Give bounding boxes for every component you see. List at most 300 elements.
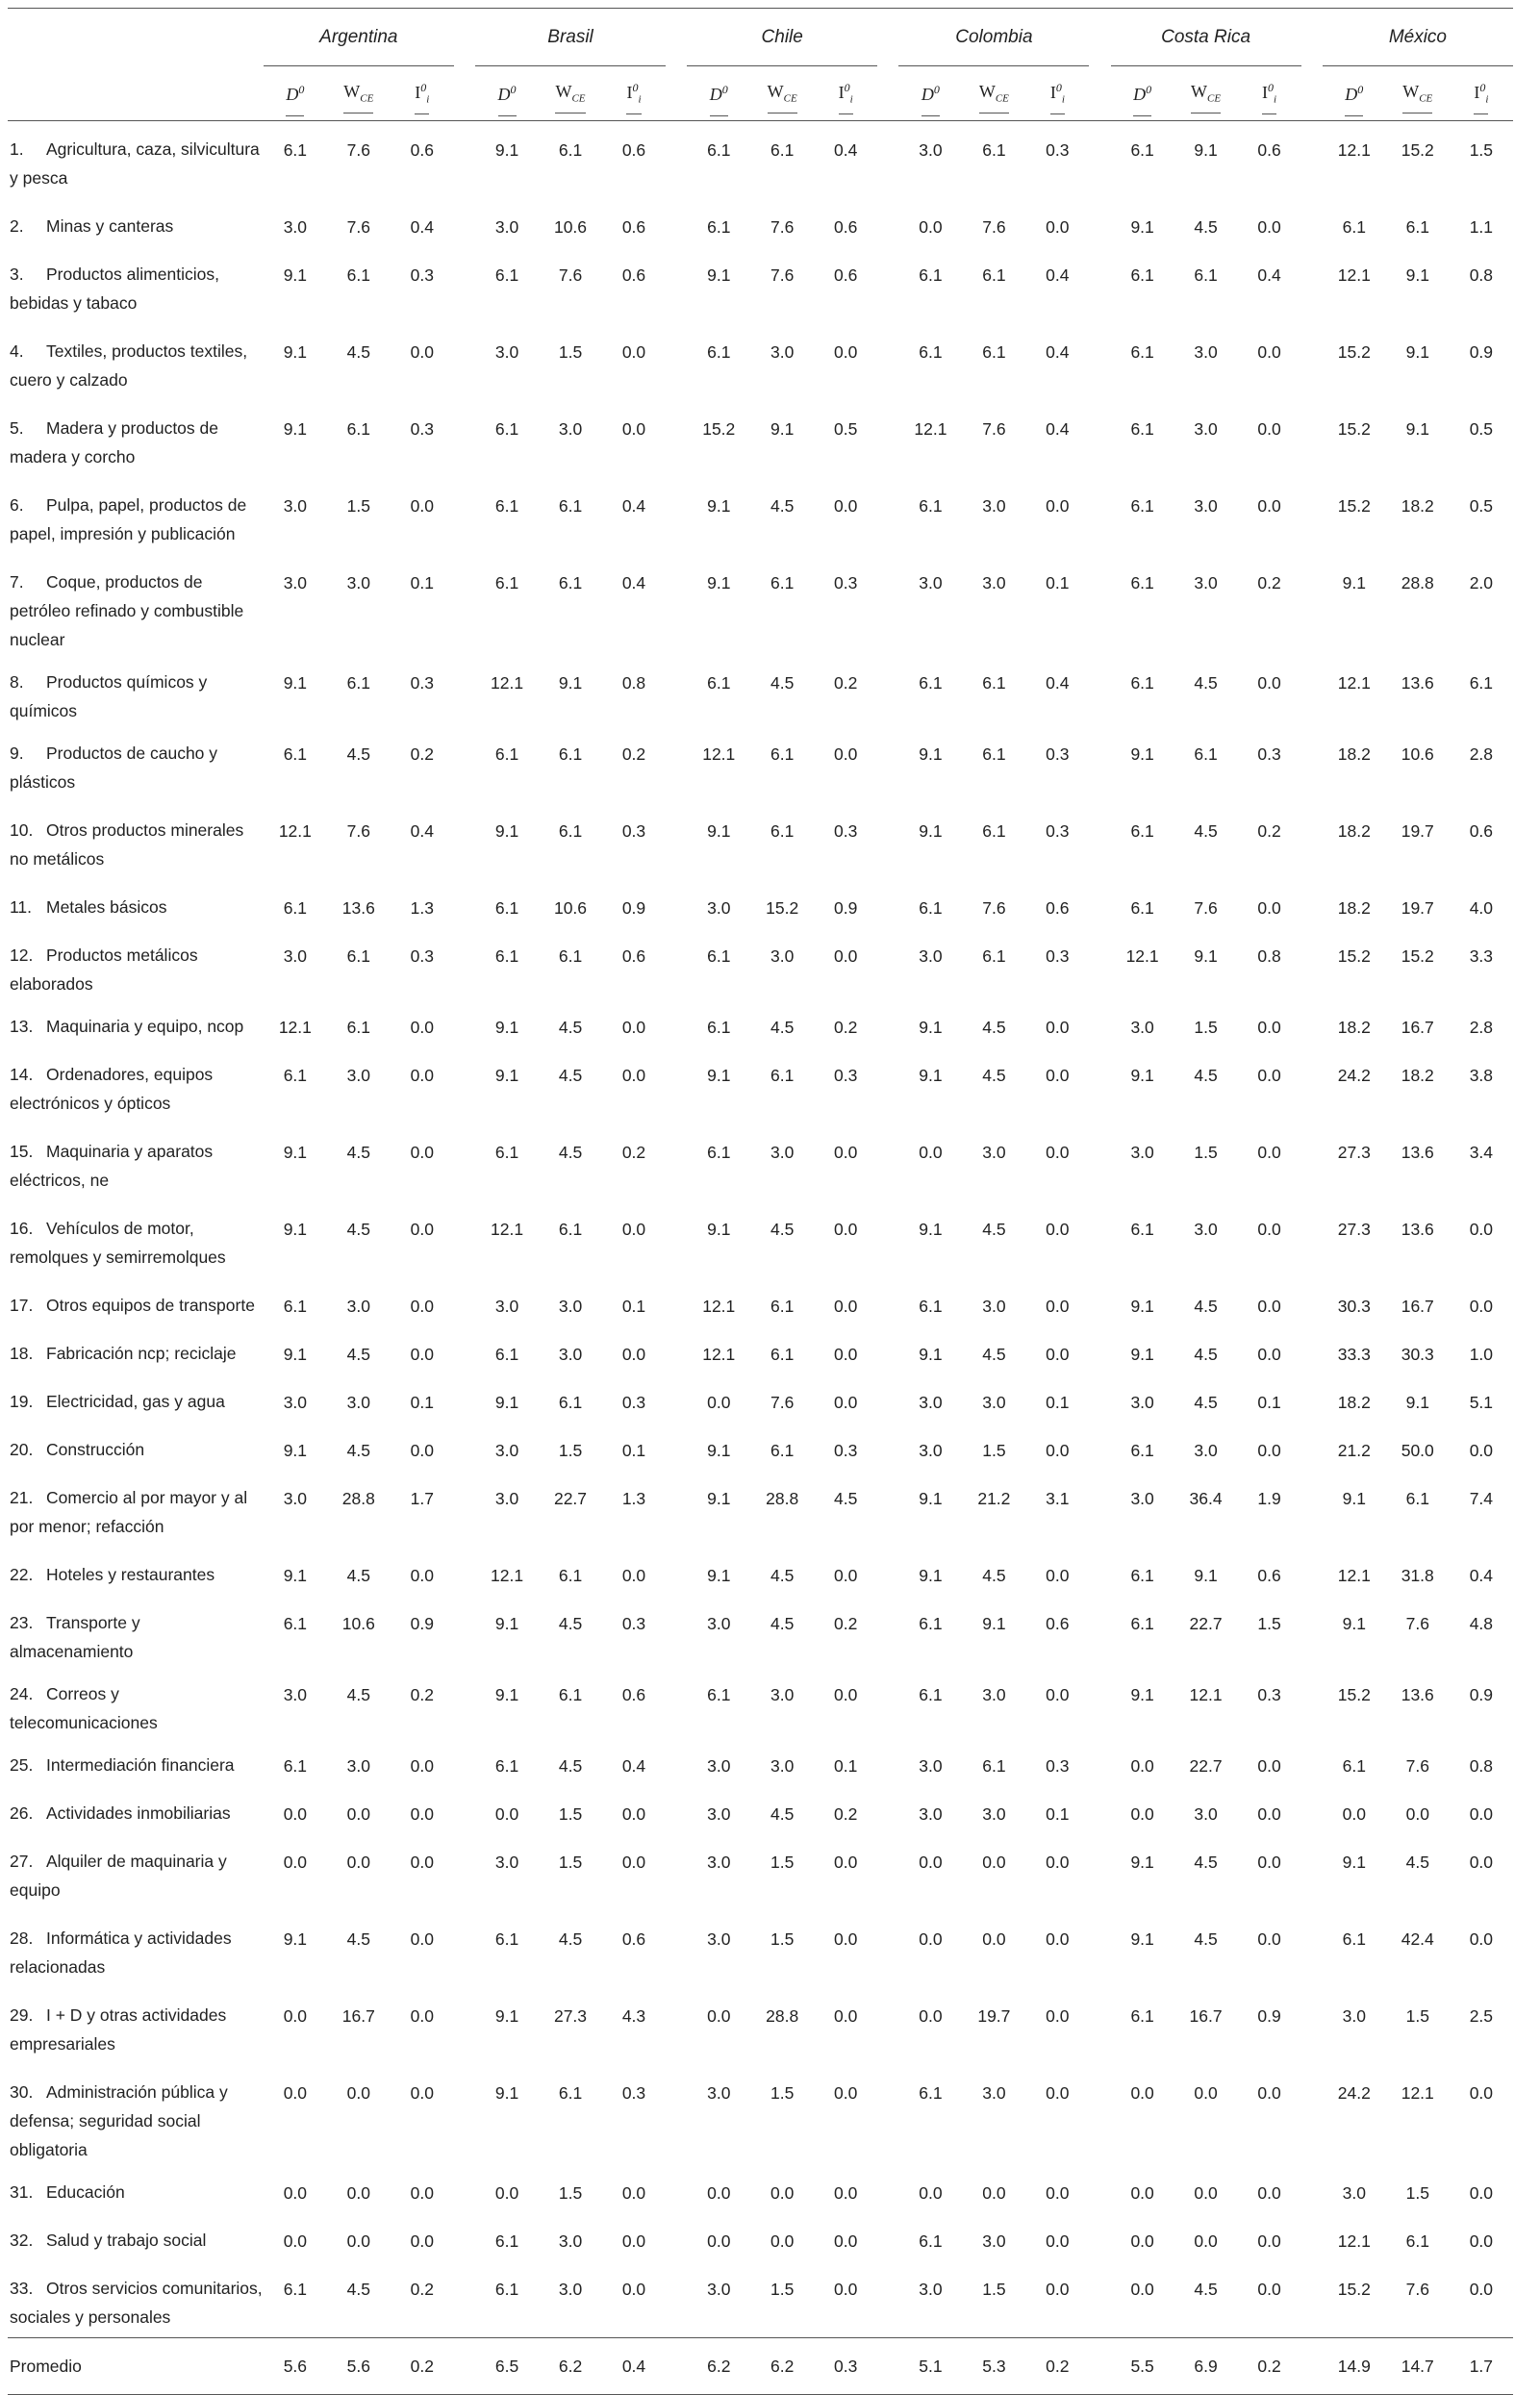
gap-cell — [666, 1737, 687, 1785]
value-cell: 15.2 — [1337, 342, 1371, 362]
sector-name: Productos alimenticios, bebidas y tabaco — [10, 265, 219, 313]
table-row — [8, 246, 1513, 323]
value-cell: 12.1 — [491, 673, 524, 693]
measure-d-superscript: 0 — [298, 82, 305, 96]
value-cell: 9.1 — [494, 2083, 519, 2103]
average-value-cell: 6.9 — [1194, 2356, 1218, 2376]
value-cell: 18.2 — [1337, 1018, 1371, 1037]
value-cell: 1.5 — [1194, 1018, 1218, 1037]
value-cell: 0.0 — [410, 342, 434, 362]
value-cell: 0.0 — [621, 2280, 646, 2299]
sector-number: 23. — [10, 1613, 34, 1632]
value-cell: 0.1 — [410, 1393, 434, 1412]
gap-cell — [666, 2164, 687, 2212]
value-cell: 0.4 — [1257, 265, 1281, 285]
value-cell: 12.1 — [702, 744, 736, 764]
value-cell: 0.0 — [1046, 2006, 1070, 2026]
value-cell: 0.8 — [1469, 265, 1494, 285]
measure-i-subscript: i — [849, 93, 853, 106]
gap-cell — [877, 998, 898, 1046]
value-cell: 6.1 — [283, 2280, 308, 2299]
value-cell: 4.5 — [346, 1220, 370, 1239]
value-cell: 0.1 — [834, 1756, 858, 1776]
table-row — [8, 121, 1513, 199]
value-cell: 9.1 — [1194, 1566, 1218, 1585]
value-cell: 4.5 — [1194, 821, 1218, 841]
value-cell: 3.0 — [558, 2280, 583, 2299]
value-cell: 28.8 — [766, 2006, 799, 2026]
gap-cell — [454, 246, 475, 323]
gap-cell — [877, 2064, 898, 2164]
value-cell: 1.5 — [558, 1441, 583, 1460]
sector-number: 26. — [10, 1803, 34, 1823]
value-cell: 3.0 — [558, 1297, 583, 1316]
value-cell: 0.4 — [621, 573, 646, 592]
value-cell: 0.0 — [410, 2006, 434, 2026]
gap-cell — [666, 1277, 687, 1325]
gap-cell — [454, 1595, 475, 1666]
measure-header-w-text — [1191, 68, 1221, 113]
measure-d-symbol: D — [921, 84, 934, 104]
measure-header-d-text — [1133, 71, 1151, 116]
value-cell: 9.1 — [1342, 1614, 1366, 1633]
gap-cell — [666, 1666, 687, 1737]
table-row — [8, 323, 1513, 400]
value-cell: 0.0 — [1257, 1756, 1281, 1776]
sector-name: Alquiler de maquinaria y equipo — [10, 1852, 227, 1900]
value-cell: 6.1 — [558, 1220, 583, 1239]
value-cell: 3.0 — [283, 217, 308, 237]
gap-cell — [877, 1910, 898, 1987]
value-cell: 3.0 — [1130, 1393, 1154, 1412]
sector-label — [8, 725, 264, 802]
value-cell: 1.5 — [770, 2083, 795, 2103]
sector-label — [8, 323, 264, 400]
gap-cell — [454, 1046, 475, 1123]
value-cell: 3.0 — [558, 2231, 583, 2251]
measure-d-superscript: 0 — [721, 82, 728, 96]
value-cell: 6.1 — [1194, 265, 1218, 285]
value-cell: 3.0 — [770, 1143, 795, 1162]
table-row — [8, 1046, 1513, 1123]
table-row — [8, 1833, 1513, 1910]
value-cell: 18.2 — [1401, 496, 1434, 516]
measure-header-w — [1386, 66, 1450, 121]
gap-cell — [1089, 2212, 1110, 2260]
value-cell: 0.0 — [707, 2006, 731, 2026]
value-cell: 3.0 — [919, 2280, 943, 2299]
value-cell: 6.1 — [770, 744, 795, 764]
sector-name: Administración pública y defensa; seguridad social obligatoria — [10, 2082, 228, 2159]
value-cell: 0.8 — [1257, 946, 1281, 966]
value-cell: 16.7 — [1189, 2006, 1223, 2026]
value-cell: 0.0 — [1046, 217, 1070, 237]
value-cell: 6.1 — [283, 898, 308, 918]
average-value-cell: 1.7 — [1469, 2356, 1494, 2376]
value-cell: 0.0 — [410, 2183, 434, 2203]
value-cell: 4.5 — [982, 1345, 1006, 1364]
value-cell: 6.1 — [558, 1393, 583, 1412]
gap-cell — [1089, 879, 1110, 927]
value-cell: 0.0 — [1469, 2231, 1494, 2251]
value-cell: 0.3 — [1257, 1685, 1281, 1704]
value-cell: 6.1 — [919, 898, 943, 918]
gap-cell — [666, 1200, 687, 1277]
gap-cell — [454, 1785, 475, 1833]
value-cell: 0.6 — [834, 265, 858, 285]
value-cell: 7.4 — [1469, 1489, 1494, 1508]
value-cell: 0.0 — [1046, 1853, 1070, 1872]
sector-number: 8. — [10, 672, 24, 692]
gap-cell — [454, 9, 475, 67]
value-cell: 12.1 — [1125, 946, 1159, 966]
table-row — [8, 1737, 1513, 1785]
table-row — [8, 554, 1513, 654]
value-cell: 0.4 — [621, 496, 646, 516]
value-cell: 9.1 — [707, 1441, 731, 1460]
gap-cell — [454, 477, 475, 554]
value-cell: 0.0 — [919, 2183, 943, 2203]
value-cell: 19.7 — [1401, 898, 1434, 918]
value-cell: 15.2 — [1337, 496, 1371, 516]
measure-header-w — [1174, 66, 1238, 121]
gap-cell — [666, 1910, 687, 1987]
value-cell: 27.3 — [1337, 1143, 1371, 1162]
value-cell: 7.6 — [770, 1393, 795, 1412]
table-row — [8, 927, 1513, 998]
value-cell: 0.0 — [410, 1566, 434, 1585]
value-cell: 0.0 — [346, 1853, 370, 1872]
sector-label — [8, 477, 264, 554]
gap-cell — [454, 1422, 475, 1470]
measure-w-subscript: CE — [571, 92, 586, 105]
value-cell: 3.0 — [346, 1393, 370, 1412]
value-cell: 18.2 — [1337, 744, 1371, 764]
value-cell: 0.2 — [834, 673, 858, 693]
value-cell: 13.6 — [1401, 1143, 1434, 1162]
value-cell: 0.4 — [410, 217, 434, 237]
gap-cell — [454, 323, 475, 400]
value-cell: 6.1 — [770, 1066, 795, 1085]
value-cell: 3.0 — [1194, 342, 1218, 362]
value-cell: 7.6 — [346, 217, 370, 237]
gap-cell — [877, 2260, 898, 2338]
value-cell: 0.0 — [770, 2183, 795, 2203]
value-cell: 3.0 — [558, 1345, 583, 1364]
value-cell: 6.1 — [558, 573, 583, 592]
value-cell: 6.1 — [1405, 2231, 1429, 2251]
value-cell: 9.1 — [494, 1685, 519, 1704]
value-cell: 0.2 — [1257, 821, 1281, 841]
table-row — [8, 400, 1513, 477]
value-cell: 0.3 — [1257, 744, 1281, 764]
measure-header-row — [8, 66, 1513, 121]
sector-name: Transporte y almacenamiento — [10, 1613, 140, 1661]
measure-d-symbol: D — [709, 84, 722, 104]
sector-label — [8, 1785, 264, 1833]
value-cell: 0.4 — [1046, 265, 1070, 285]
value-cell: 9.1 — [283, 265, 308, 285]
value-cell: 0.0 — [1257, 1220, 1281, 1239]
average-value-cell: 5.6 — [283, 2356, 308, 2376]
value-cell: 3.0 — [1342, 2183, 1366, 2203]
value-cell: 9.1 — [982, 1614, 1006, 1633]
value-cell: 0.2 — [621, 1143, 646, 1162]
gap-cell — [1089, 1046, 1110, 1123]
sector-label — [8, 1374, 264, 1422]
value-cell: 9.1 — [494, 1018, 519, 1037]
value-cell: 7.6 — [1405, 2280, 1429, 2299]
value-cell: 0.3 — [1046, 140, 1070, 160]
value-cell: 4.5 — [982, 1018, 1006, 1037]
value-cell: 0.6 — [621, 217, 646, 237]
value-cell: 12.1 — [491, 1220, 524, 1239]
value-cell: 0.4 — [1046, 673, 1070, 693]
value-cell: 0.0 — [410, 2231, 434, 2251]
sector-name: Construcción — [46, 1440, 145, 1459]
gap-cell — [877, 1123, 898, 1200]
measure-header-d-text — [498, 71, 517, 116]
gap-cell — [454, 927, 475, 998]
gap-cell — [454, 2064, 475, 2164]
value-cell: 1.5 — [558, 342, 583, 362]
value-cell: 3.0 — [919, 140, 943, 160]
measure-i-superscript: 0 — [1268, 81, 1274, 95]
gap-cell — [877, 1595, 898, 1666]
gap-cell — [1301, 400, 1323, 477]
gap-cell — [877, 1277, 898, 1325]
gap-cell — [1301, 802, 1323, 879]
value-cell: 3.0 — [1194, 419, 1218, 439]
value-cell: 3.0 — [707, 1804, 731, 1824]
measure-header-i — [1450, 66, 1513, 121]
gap-cell — [1301, 1374, 1323, 1422]
table-row — [8, 1910, 1513, 1987]
table-row — [8, 1123, 1513, 1200]
value-cell: 10.6 — [553, 217, 588, 237]
value-cell: 7.6 — [1405, 1614, 1429, 1633]
average-label: Promedio — [10, 2356, 82, 2376]
value-cell: 0.3 — [621, 1614, 646, 1633]
value-cell: 0.0 — [1046, 2231, 1070, 2251]
gap-cell — [877, 9, 898, 67]
value-cell: 0.0 — [1130, 2083, 1154, 2103]
value-cell: 3.0 — [346, 573, 370, 592]
value-cell: 7.6 — [770, 265, 795, 285]
value-cell: 6.1 — [1130, 342, 1154, 362]
value-cell: 1.7 — [410, 1489, 434, 1508]
measure-w-subscript: CE — [995, 92, 1009, 105]
value-cell: 9.1 — [770, 419, 795, 439]
gap-cell — [454, 1547, 475, 1595]
sector-name: Pulpa, papel, productos de papel, impresión y publicación — [10, 495, 247, 543]
value-cell: 42.4 — [1401, 1929, 1434, 1949]
gap-cell — [666, 400, 687, 477]
measure-header-i-text — [626, 69, 641, 114]
value-cell: 3.0 — [558, 419, 583, 439]
value-cell: 0.0 — [621, 1804, 646, 1824]
value-cell: 6.1 — [346, 1018, 370, 1037]
value-cell: 0.0 — [1046, 1297, 1070, 1316]
value-cell: 15.2 — [1337, 946, 1371, 966]
measure-i-subscript: i — [638, 93, 642, 106]
average-row — [8, 2338, 1513, 2395]
value-cell: 2.5 — [1469, 2006, 1494, 2026]
value-cell: 0.0 — [1469, 1220, 1494, 1239]
sector-name: Otros productos minerales no metálicos — [10, 820, 244, 869]
value-cell: 6.1 — [1342, 1929, 1366, 1949]
value-cell: 6.1 — [919, 1685, 943, 1704]
gap-cell — [877, 477, 898, 554]
measure-w-subscript: CE — [1207, 92, 1222, 105]
value-cell: 0.0 — [1130, 1804, 1154, 1824]
value-cell: 6.1 — [1342, 1756, 1366, 1776]
value-cell: 0.0 — [283, 2231, 308, 2251]
gap-cell — [877, 654, 898, 725]
value-cell: 3.0 — [707, 1756, 731, 1776]
value-cell: 6.1 — [558, 744, 583, 764]
value-cell: 12.1 — [1337, 673, 1371, 693]
value-cell: 3.0 — [283, 1393, 308, 1412]
gap-cell — [877, 1422, 898, 1470]
value-cell: 3.0 — [919, 573, 943, 592]
gap-cell — [1089, 1666, 1110, 1737]
measure-i-symbol: I — [1474, 83, 1480, 103]
gap-cell — [666, 1374, 687, 1422]
value-cell: 0.0 — [1046, 1345, 1070, 1364]
average-value-cell: 14.9 — [1337, 2356, 1371, 2376]
value-cell: 1.5 — [982, 1441, 1006, 1460]
gap-cell — [1089, 400, 1110, 477]
measure-w-symbol: W — [1191, 82, 1208, 102]
value-cell: 4.5 — [770, 1220, 795, 1239]
value-cell: 1.5 — [558, 1853, 583, 1872]
value-cell: 0.0 — [1469, 1297, 1494, 1316]
measure-header-d — [475, 66, 539, 121]
value-cell: 0.6 — [1257, 1566, 1281, 1585]
value-cell: 0.3 — [621, 2083, 646, 2103]
value-cell: 0.0 — [834, 744, 858, 764]
value-cell: 31.8 — [1401, 1566, 1434, 1585]
gap-cell — [1301, 998, 1323, 1046]
gap-cell — [666, 2064, 687, 2164]
value-cell: 4.5 — [1194, 1929, 1218, 1949]
value-cell: 6.1 — [919, 265, 943, 285]
sector-label — [8, 1987, 264, 2064]
value-cell: 0.0 — [410, 1220, 434, 1239]
value-cell: 0.0 — [346, 1804, 370, 1824]
value-cell: 3.0 — [346, 1066, 370, 1085]
value-cell: 3.0 — [919, 1441, 943, 1460]
value-cell: 0.1 — [1257, 1393, 1281, 1412]
sector-name: Electricidad, gas y agua — [46, 1392, 225, 1411]
value-cell: 0.0 — [410, 1066, 434, 1085]
gap-cell — [877, 400, 898, 477]
value-cell: 6.1 — [346, 946, 370, 966]
measure-header-i-text — [415, 69, 429, 114]
value-cell: 15.2 — [1401, 946, 1434, 966]
value-cell: 30.3 — [1401, 1345, 1434, 1364]
gap-cell — [666, 1833, 687, 1910]
value-cell: 0.0 — [1405, 1804, 1429, 1824]
value-cell: 1.5 — [1194, 1143, 1218, 1162]
value-cell: 1.3 — [621, 1489, 646, 1508]
gap-cell — [1089, 1833, 1110, 1910]
value-cell: 0.0 — [1342, 1804, 1366, 1824]
sector-number: 13. — [10, 1017, 34, 1036]
value-cell: 9.1 — [1342, 573, 1366, 592]
value-cell: 6.1 — [283, 744, 308, 764]
value-cell: 6.1 — [494, 265, 519, 285]
sector-label — [8, 879, 264, 927]
gap-cell — [877, 554, 898, 654]
table-row — [8, 2164, 1513, 2212]
sector-number: 16. — [10, 1219, 34, 1238]
value-cell: 3.0 — [283, 946, 308, 966]
gap-cell — [877, 246, 898, 323]
gap-cell — [1301, 1547, 1323, 1595]
value-cell: 7.6 — [1405, 1756, 1429, 1776]
value-cell: 3.0 — [283, 573, 308, 592]
value-cell: 6.1 — [1405, 1489, 1429, 1508]
value-cell: 10.6 — [553, 898, 588, 918]
value-cell: 0.0 — [346, 2231, 370, 2251]
value-cell: 0.0 — [621, 342, 646, 362]
gap-cell — [877, 1833, 898, 1910]
value-cell: 12.1 — [278, 1018, 312, 1037]
value-cell: 6.1 — [770, 1297, 795, 1316]
value-cell: 12.1 — [1337, 265, 1371, 285]
value-cell: 6.1 — [919, 496, 943, 516]
measure-i-subscript: i — [1274, 93, 1277, 106]
measure-i-symbol: I — [626, 83, 633, 103]
measure-header-d-text — [710, 71, 728, 116]
sector-label — [8, 2064, 264, 2164]
value-cell: 6.1 — [707, 1143, 731, 1162]
gap-cell — [1089, 2164, 1110, 2212]
gap-cell — [1089, 1123, 1110, 1200]
measure-i-superscript: 0 — [420, 81, 427, 95]
sector-number: 30. — [10, 2082, 34, 2102]
sector-name: Productos de caucho y plásticos — [10, 744, 218, 792]
gap-cell — [666, 2260, 687, 2338]
value-cell: 4.0 — [1469, 898, 1494, 918]
value-cell: 0.0 — [1257, 898, 1281, 918]
gap-cell — [1089, 927, 1110, 998]
value-cell: 12.1 — [702, 1345, 736, 1364]
table-row — [8, 1666, 1513, 1737]
value-cell: 7.6 — [770, 217, 795, 237]
value-cell: 3.0 — [283, 1685, 308, 1704]
value-cell: 0.9 — [410, 1614, 434, 1633]
gap-cell — [1301, 2064, 1323, 2164]
value-cell: 12.1 — [1337, 2231, 1371, 2251]
table-row — [8, 1785, 1513, 1833]
value-cell: 0.0 — [834, 2183, 858, 2203]
value-cell: 6.1 — [982, 673, 1006, 693]
average-value-cell: 0.4 — [621, 2356, 646, 2376]
value-cell: 0.0 — [410, 1853, 434, 1872]
value-cell: 0.4 — [410, 821, 434, 841]
value-cell: 0.0 — [1257, 1297, 1281, 1316]
gap-cell — [454, 998, 475, 1046]
value-cell: 0.0 — [621, 1345, 646, 1364]
value-cell: 3.0 — [1130, 1018, 1154, 1037]
value-cell: 6.1 — [982, 140, 1006, 160]
value-cell: 6.1 — [558, 496, 583, 516]
gap-cell — [1301, 121, 1323, 199]
value-cell: 7.6 — [346, 140, 370, 160]
